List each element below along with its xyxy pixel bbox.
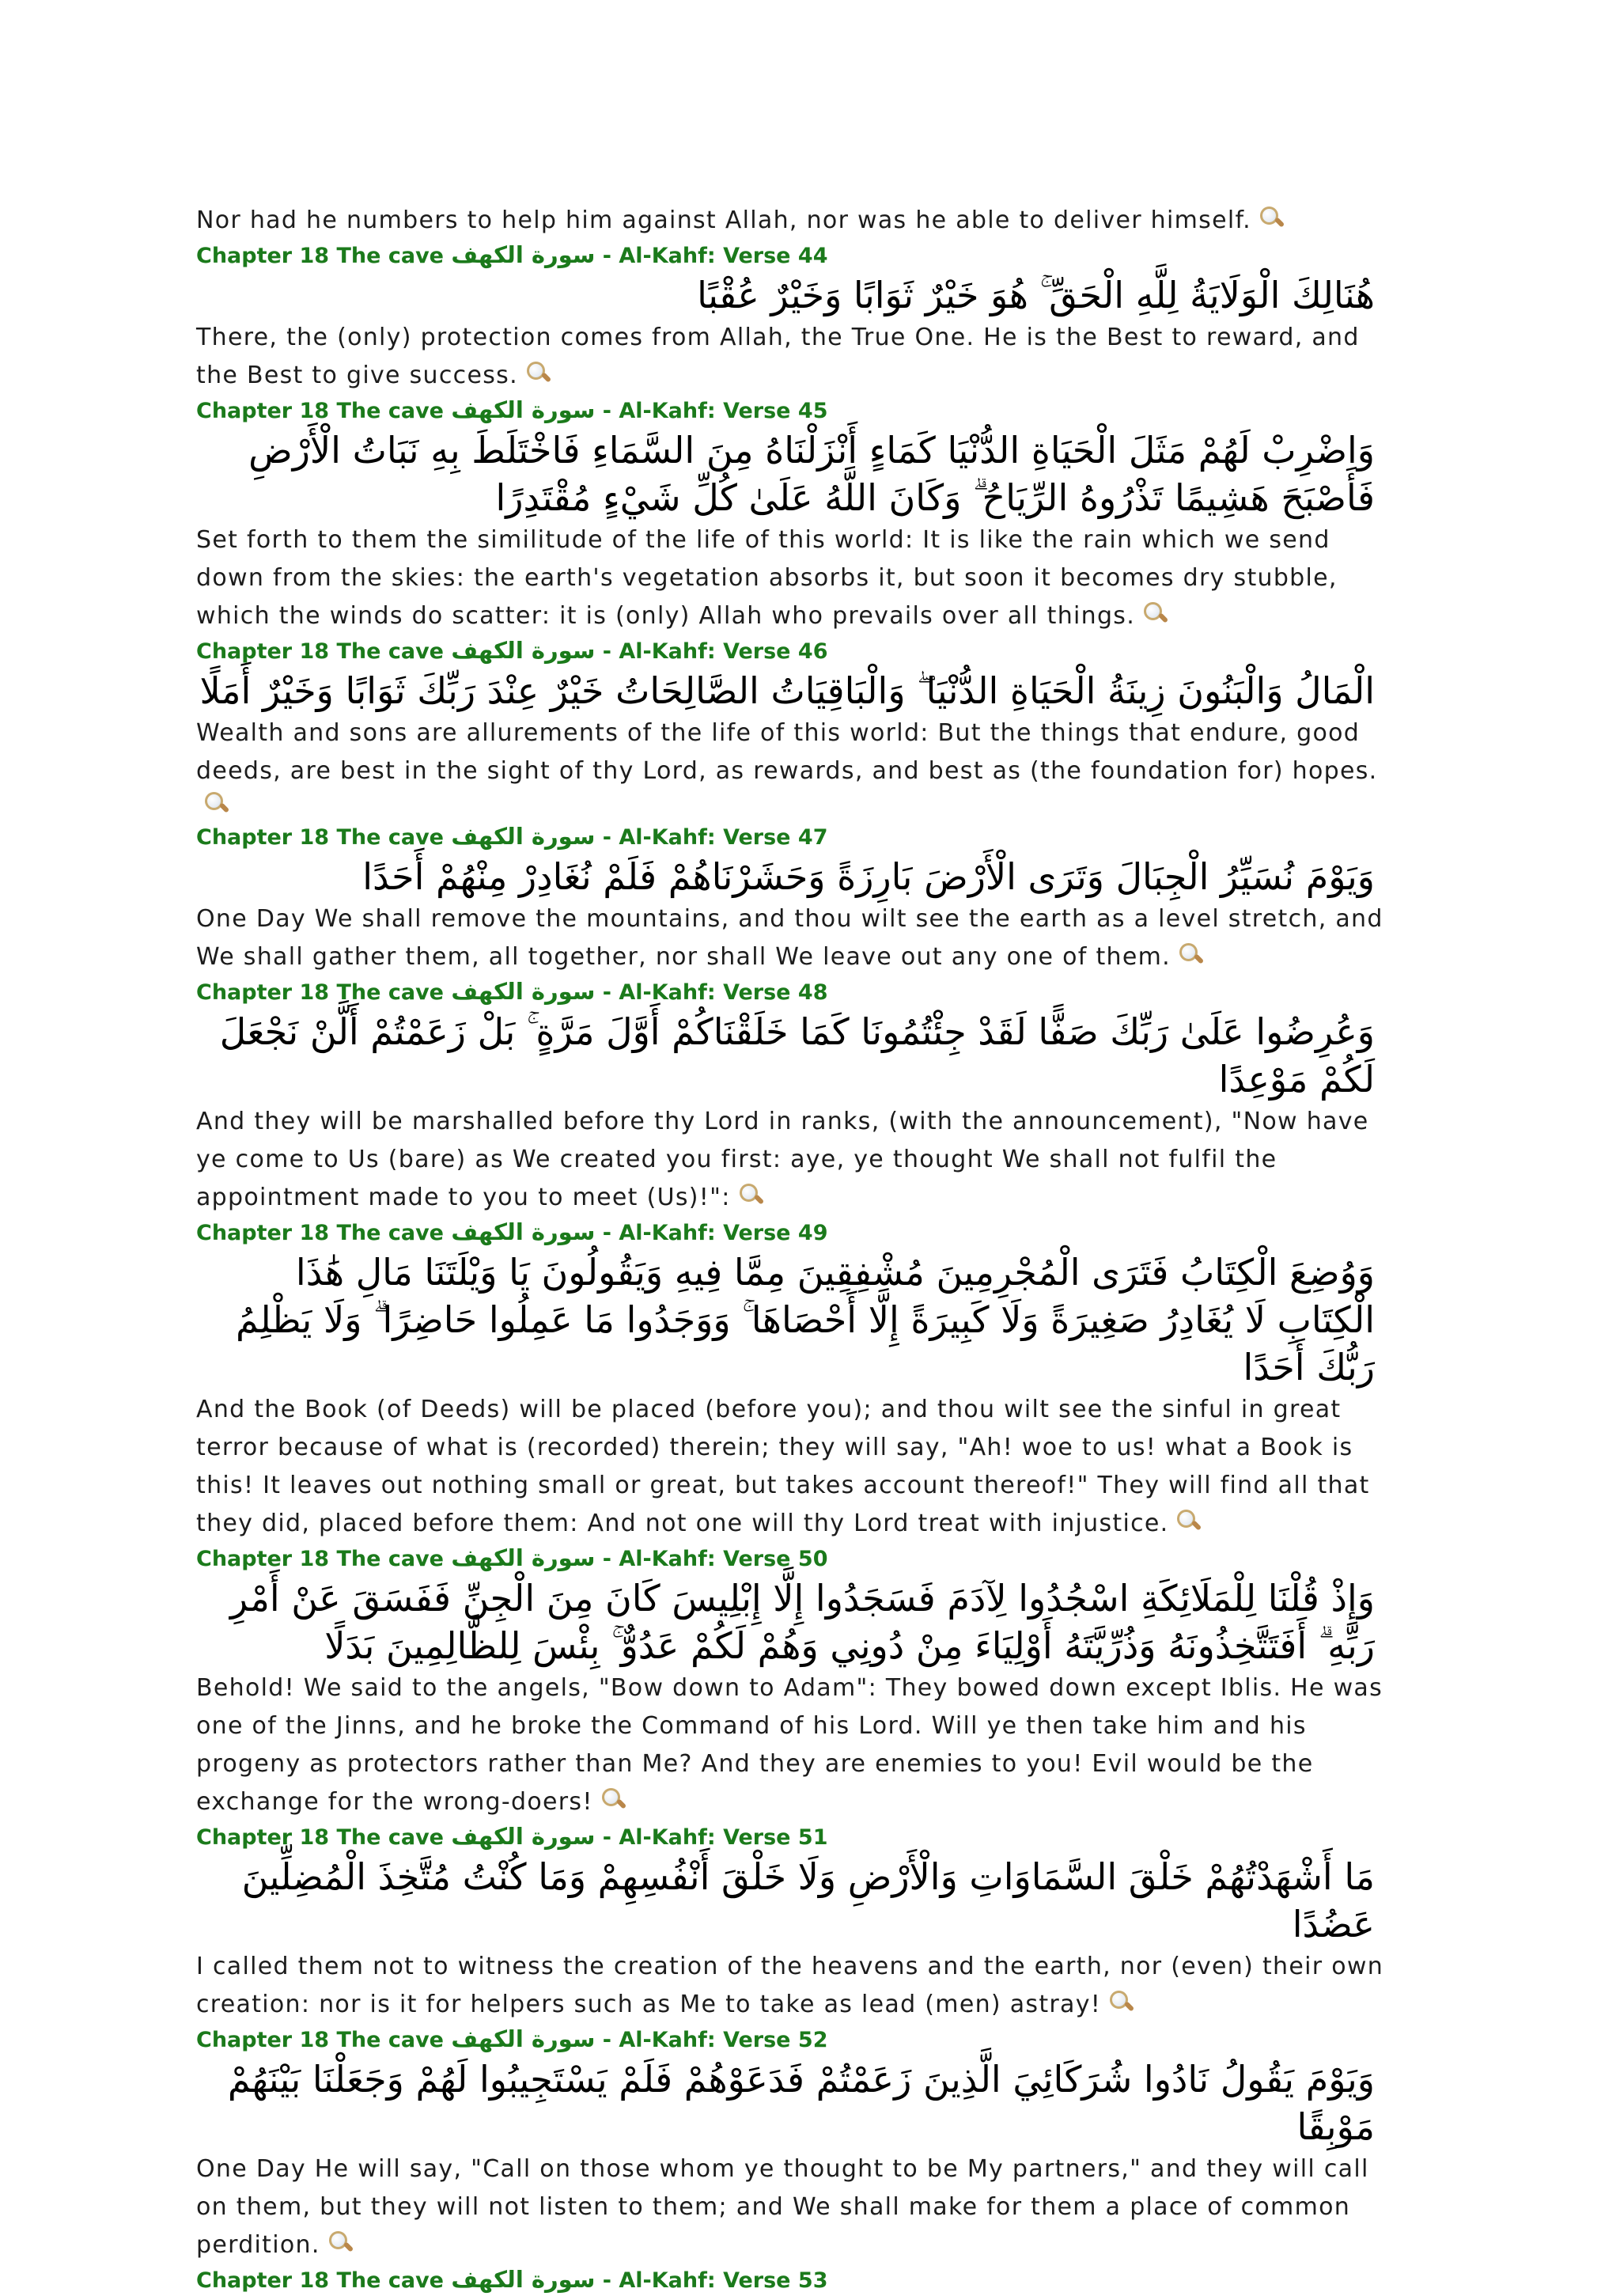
chapter-heading xyxy=(196,1217,1391,1248)
verse-list xyxy=(196,240,1391,2264)
verse-translation xyxy=(196,319,1391,395)
arabic-verse-text: وَاضْرِبْ لَهُمْ مَثَلَ الْحَيَاةِ الدُّنْيَا كَمَاءٍ أَنْزَلْنَاهُ مِنَ السَّمَاءِ فَاخْتَلَطَ بِهِ نَبَاتُ الْأَرْضِ فَأَصْبَحَ هَشِيمًا تَذْرُوهُ الرِّيَاحُ ۗ وَكَانَ اللَّهُ عَلَىٰ كُلِّ شَيْءٍ مُقْتَدِرًا xyxy=(248,429,1375,519)
chapter-prefix: Chapter 18 The cave xyxy=(196,1221,444,1245)
arabic-verse-text: وَيَوْمَ نُسَيِّرُ الْجِبَالَ وَتَرَى الْأَرْضَ بَارِزَةً وَحَشَرْنَاهُمْ فَلَمْ نُغَادِرْ مِنْهُمْ أَحَدًا xyxy=(362,855,1375,898)
verse-block-51 xyxy=(196,1821,1391,2024)
surah-name-arabic: سورة الكهف xyxy=(451,1544,596,1571)
chapter-heading xyxy=(196,976,1391,1008)
surah-name-english: - Al-Kahf: Verse xyxy=(602,399,791,423)
verse-translation-43 xyxy=(196,202,1391,240)
magnifier-icon[interactable] xyxy=(1179,942,1202,966)
chapter-prefix: Chapter 18 The cave xyxy=(196,1825,444,1850)
arabic-verse-text: مَا أَشْهَدْتُهُمْ خَلْقَ السَّمَاوَاتِ وَالْأَرْضِ وَلَا خَلْقَ أَنْفُسِهِمْ وَمَا كُنْتُ مُتَّخِذَ الْمُضِلِّينَ عَضُدًا xyxy=(241,1855,1375,1946)
verse-block-47 xyxy=(196,821,1391,976)
translation-text: One Day We shall remove the mountains, and thou wilt see the earth as a level stretch, and We shall gather them, all together, nor shall We leave out any one of them. xyxy=(196,905,1383,971)
verse-number: 47 xyxy=(797,825,828,850)
surah-name-english: - Al-Kahf: Verse xyxy=(602,639,791,664)
arabic-verse-text: وَوُضِعَ الْكِتَابُ فَتَرَى الْمُجْرِمِينَ مُشْفِقِينَ مِمَّا فِيهِ وَيَقُولُونَ يَا وَيْلَتَنَا مَالِ هَٰذَا الْكِتَابِ لَا يُغَادِرُ صَغِيرَةً وَلَا كَبِيرَةً إِلَّا أَحْصَاهَا ۚ وَوَجَدُوا مَا عَمِلُوا حَاضِرًا ۗ وَلَا يَظْلِمُ رَبُّكَ أَحَدًا xyxy=(235,1251,1375,1389)
translation-text: Set forth to them the similitude of the life of this world: It is like the rain which we send down from the skies: the earth's vegetation absorbs it, but soon it becomes dry stubble, which the winds do scatter: it is (only) Allah who prevails over all things. xyxy=(196,526,1338,630)
chapter-prefix: Chapter 18 The cave xyxy=(196,825,444,850)
surah-name-arabic: سورة الكهف xyxy=(451,2266,596,2293)
verse-number: 46 xyxy=(797,639,828,664)
verse-block-45 xyxy=(196,395,1391,635)
verse-translation xyxy=(196,1103,1391,1217)
surah-name-english: - Al-Kahf: Verse xyxy=(602,2268,791,2293)
chapter-heading xyxy=(196,1543,1391,1574)
surah-name-english: - Al-Kahf: Verse xyxy=(602,825,791,850)
arabic-verse-text: وَعُرِضُوا عَلَىٰ رَبِّكَ صَفًّا لَقَدْ جِئْتُمُونَا كَمَا خَلَقْنَاكُمْ أَوَّلَ مَرَّةٍ ۚ بَلْ زَعَمْتُمْ أَلَّنْ نَجْعَلَ لَكُمْ مَوْعِدًا xyxy=(219,1010,1375,1101)
magnifier-icon[interactable] xyxy=(328,2230,352,2254)
translation-text: Wealth and sons are allurements of the life of this world: But the things that endure, good deeds, are best in the sight of thy Lord, as rewards, and best as (the foundation for) hopes. xyxy=(196,719,1378,785)
chapter-prefix: Chapter 18 The cave xyxy=(196,1547,444,1571)
verse-translation xyxy=(196,714,1391,821)
chapter-heading xyxy=(196,635,1391,667)
verse-number: 48 xyxy=(797,980,828,1005)
chapter-prefix: Chapter 18 The cave xyxy=(196,244,444,268)
translation-text: One Day He will say, "Call on those whom ye thought to be My partners," and they will call on them, but they will not listen to them; and We shall make for them a place of common perdition. xyxy=(196,2155,1369,2259)
verse-block-50 xyxy=(196,1543,1391,1821)
verse-block-49 xyxy=(196,1217,1391,1543)
chapter-heading xyxy=(196,395,1391,426)
chapter-prefix: Chapter 18 The cave xyxy=(196,639,444,664)
surah-name-arabic: سورة الكهف xyxy=(451,2025,596,2052)
verse-block-46 xyxy=(196,635,1391,821)
chapter-prefix: Chapter 18 The cave xyxy=(196,2268,444,2293)
verse-block-52 xyxy=(196,2024,1391,2264)
verse-number: 53 xyxy=(797,2268,828,2293)
document-page xyxy=(196,202,1391,2296)
translation-text: I called them not to witness the creation of the heavens and the earth, nor (even) their own creation: nor is it for helpers such as Me to take as lead (men) astray! xyxy=(196,1953,1384,2018)
verse-translation xyxy=(196,2150,1391,2264)
chapter-heading-53 xyxy=(196,2264,1391,2296)
verse-block-44 xyxy=(196,240,1391,395)
translation-text: There, the (only) protection comes from Allah, the True One. He is the Best to reward, and the Best to give success. xyxy=(196,324,1360,389)
surah-name-arabic: سورة الكهف xyxy=(451,823,596,850)
chapter-heading xyxy=(196,821,1391,853)
surah-name-english: - Al-Kahf: Verse xyxy=(602,980,791,1005)
surah-name-english: - Al-Kahf: Verse xyxy=(602,2028,791,2052)
verse-number: 50 xyxy=(797,1547,828,1571)
verse-translation xyxy=(196,1669,1391,1821)
surah-name-arabic: سورة الكهف xyxy=(451,978,596,1005)
magnifier-icon[interactable] xyxy=(1143,601,1167,625)
surah-name-english: - Al-Kahf: Verse xyxy=(602,244,791,268)
verse-number: 51 xyxy=(797,1825,828,1850)
surah-name-arabic: سورة الكهف xyxy=(451,637,596,664)
arabic-verse-text: وَإِذْ قُلْنَا لِلْمَلَائِكَةِ اسْجُدُوا لِآدَمَ فَسَجَدُوا إِلَّا إِبْلِيسَ كَانَ مِنَ الْجِنِّ فَفَسَقَ عَنْ أَمْرِ رَبِّهِ ۗ أَفَتَتَّخِذُونَهُ وَذُرِّيَّتَهُ أَوْلِيَاءَ مِنْ دُونِي وَهُمْ لَكُمْ عَدُوٌّ ۚ بِئْسَ لِلظَّالِمِينَ بَدَلًا xyxy=(229,1577,1375,1667)
verse-number: 45 xyxy=(797,399,828,423)
verse-number: 44 xyxy=(797,244,828,268)
verse-block-48 xyxy=(196,976,1391,1217)
verse-translation xyxy=(196,521,1391,635)
chapter-heading xyxy=(196,1821,1391,1853)
magnifier-icon[interactable] xyxy=(1259,206,1283,229)
surah-name-arabic: سورة الكهف xyxy=(451,1218,596,1245)
arabic-verse-text: وَيَوْمَ يَقُولُ نَادُوا شُرَكَائِيَ الَّذِينَ زَعَمْتُمْ فَدَعَوْهُمْ فَلَمْ يَسْتَجِيبُوا لَهُمْ وَجَعَلْنَا بَيْنَهُمْ مَوْبِقًا xyxy=(227,2058,1375,2148)
surah-name-english: - Al-Kahf: Verse xyxy=(602,1221,791,1245)
surah-name-english: - Al-Kahf: Verse xyxy=(602,1825,791,1850)
magnifier-icon[interactable] xyxy=(739,1183,763,1207)
magnifier-icon[interactable] xyxy=(526,361,550,385)
surah-name-arabic: سورة الكهف xyxy=(451,241,596,268)
surah-name-english: - Al-Kahf: Verse xyxy=(602,1547,791,1571)
translation-text: Behold! We said to the angels, "Bow down to Adam": They bowed down except Iblis. He was one of the Jinns, and he broke the Command of his Lord. Will ye then take him and his progeny as protectors rather than Me? And they are enemies to you! Evil would be the exchange for the wrong-doers! xyxy=(196,1674,1383,1816)
translation-text: And the Book (of Deeds) will be placed (before you); and thou wilt see the sinful in great terror because of what is (recorded) therein; they will say, "Ah! woe to us! what a Book is this! It leaves out nothing small or great, but takes account thereof!" They will find all that they did, placed before them: And not one will thy Lord treat with injustice. xyxy=(196,1396,1370,1537)
magnifier-icon[interactable] xyxy=(204,791,228,815)
arabic-verse-text: الْمَالُ وَالْبَنُونَ زِينَةُ الْحَيَاةِ الدُّنْيَا ۖ وَالْبَاقِيَاتُ الصَّالِحَاتُ خَيْرٌ عِنْدَ رَبِّكَ ثَوَابًا وَخَيْرٌ أَمَلًا xyxy=(199,669,1375,712)
translation-text: Nor had he numbers to help him against Allah, nor was he able to deliver himself. xyxy=(196,206,1251,234)
chapter-prefix: Chapter 18 The cave xyxy=(196,399,444,423)
surah-name-arabic: سورة الكهف xyxy=(451,1823,596,1850)
magnifier-icon[interactable] xyxy=(1109,1990,1133,2014)
surah-name-arabic: سورة الكهف xyxy=(451,396,596,423)
verse-translation xyxy=(196,900,1391,976)
translation-text: And they will be marshalled before thy Lord in ranks, (with the announcement), "Now have ye come to Us (bare) as We created you first: aye, ye thought We shall not fulfil the appointment made to you to meet (Us)!": xyxy=(196,1108,1369,1211)
verse-number: 49 xyxy=(797,1221,828,1245)
chapter-heading xyxy=(196,240,1391,271)
chapter-heading xyxy=(196,2024,1391,2055)
verse-translation xyxy=(196,1948,1391,2024)
arabic-verse-text: هُنَالِكَ الْوَلَايَةُ لِلَّهِ الْحَقِّ ۚ هُوَ خَيْرٌ ثَوَابًا وَخَيْرٌ عُقْبًا xyxy=(697,274,1375,316)
chapter-prefix: Chapter 18 The cave xyxy=(196,2028,444,2052)
magnifier-icon[interactable] xyxy=(601,1787,625,1811)
verse-number: 52 xyxy=(797,2028,828,2052)
chapter-prefix: Chapter 18 The cave xyxy=(196,980,444,1005)
verse-translation xyxy=(196,1391,1391,1543)
magnifier-icon[interactable] xyxy=(1176,1509,1200,1533)
